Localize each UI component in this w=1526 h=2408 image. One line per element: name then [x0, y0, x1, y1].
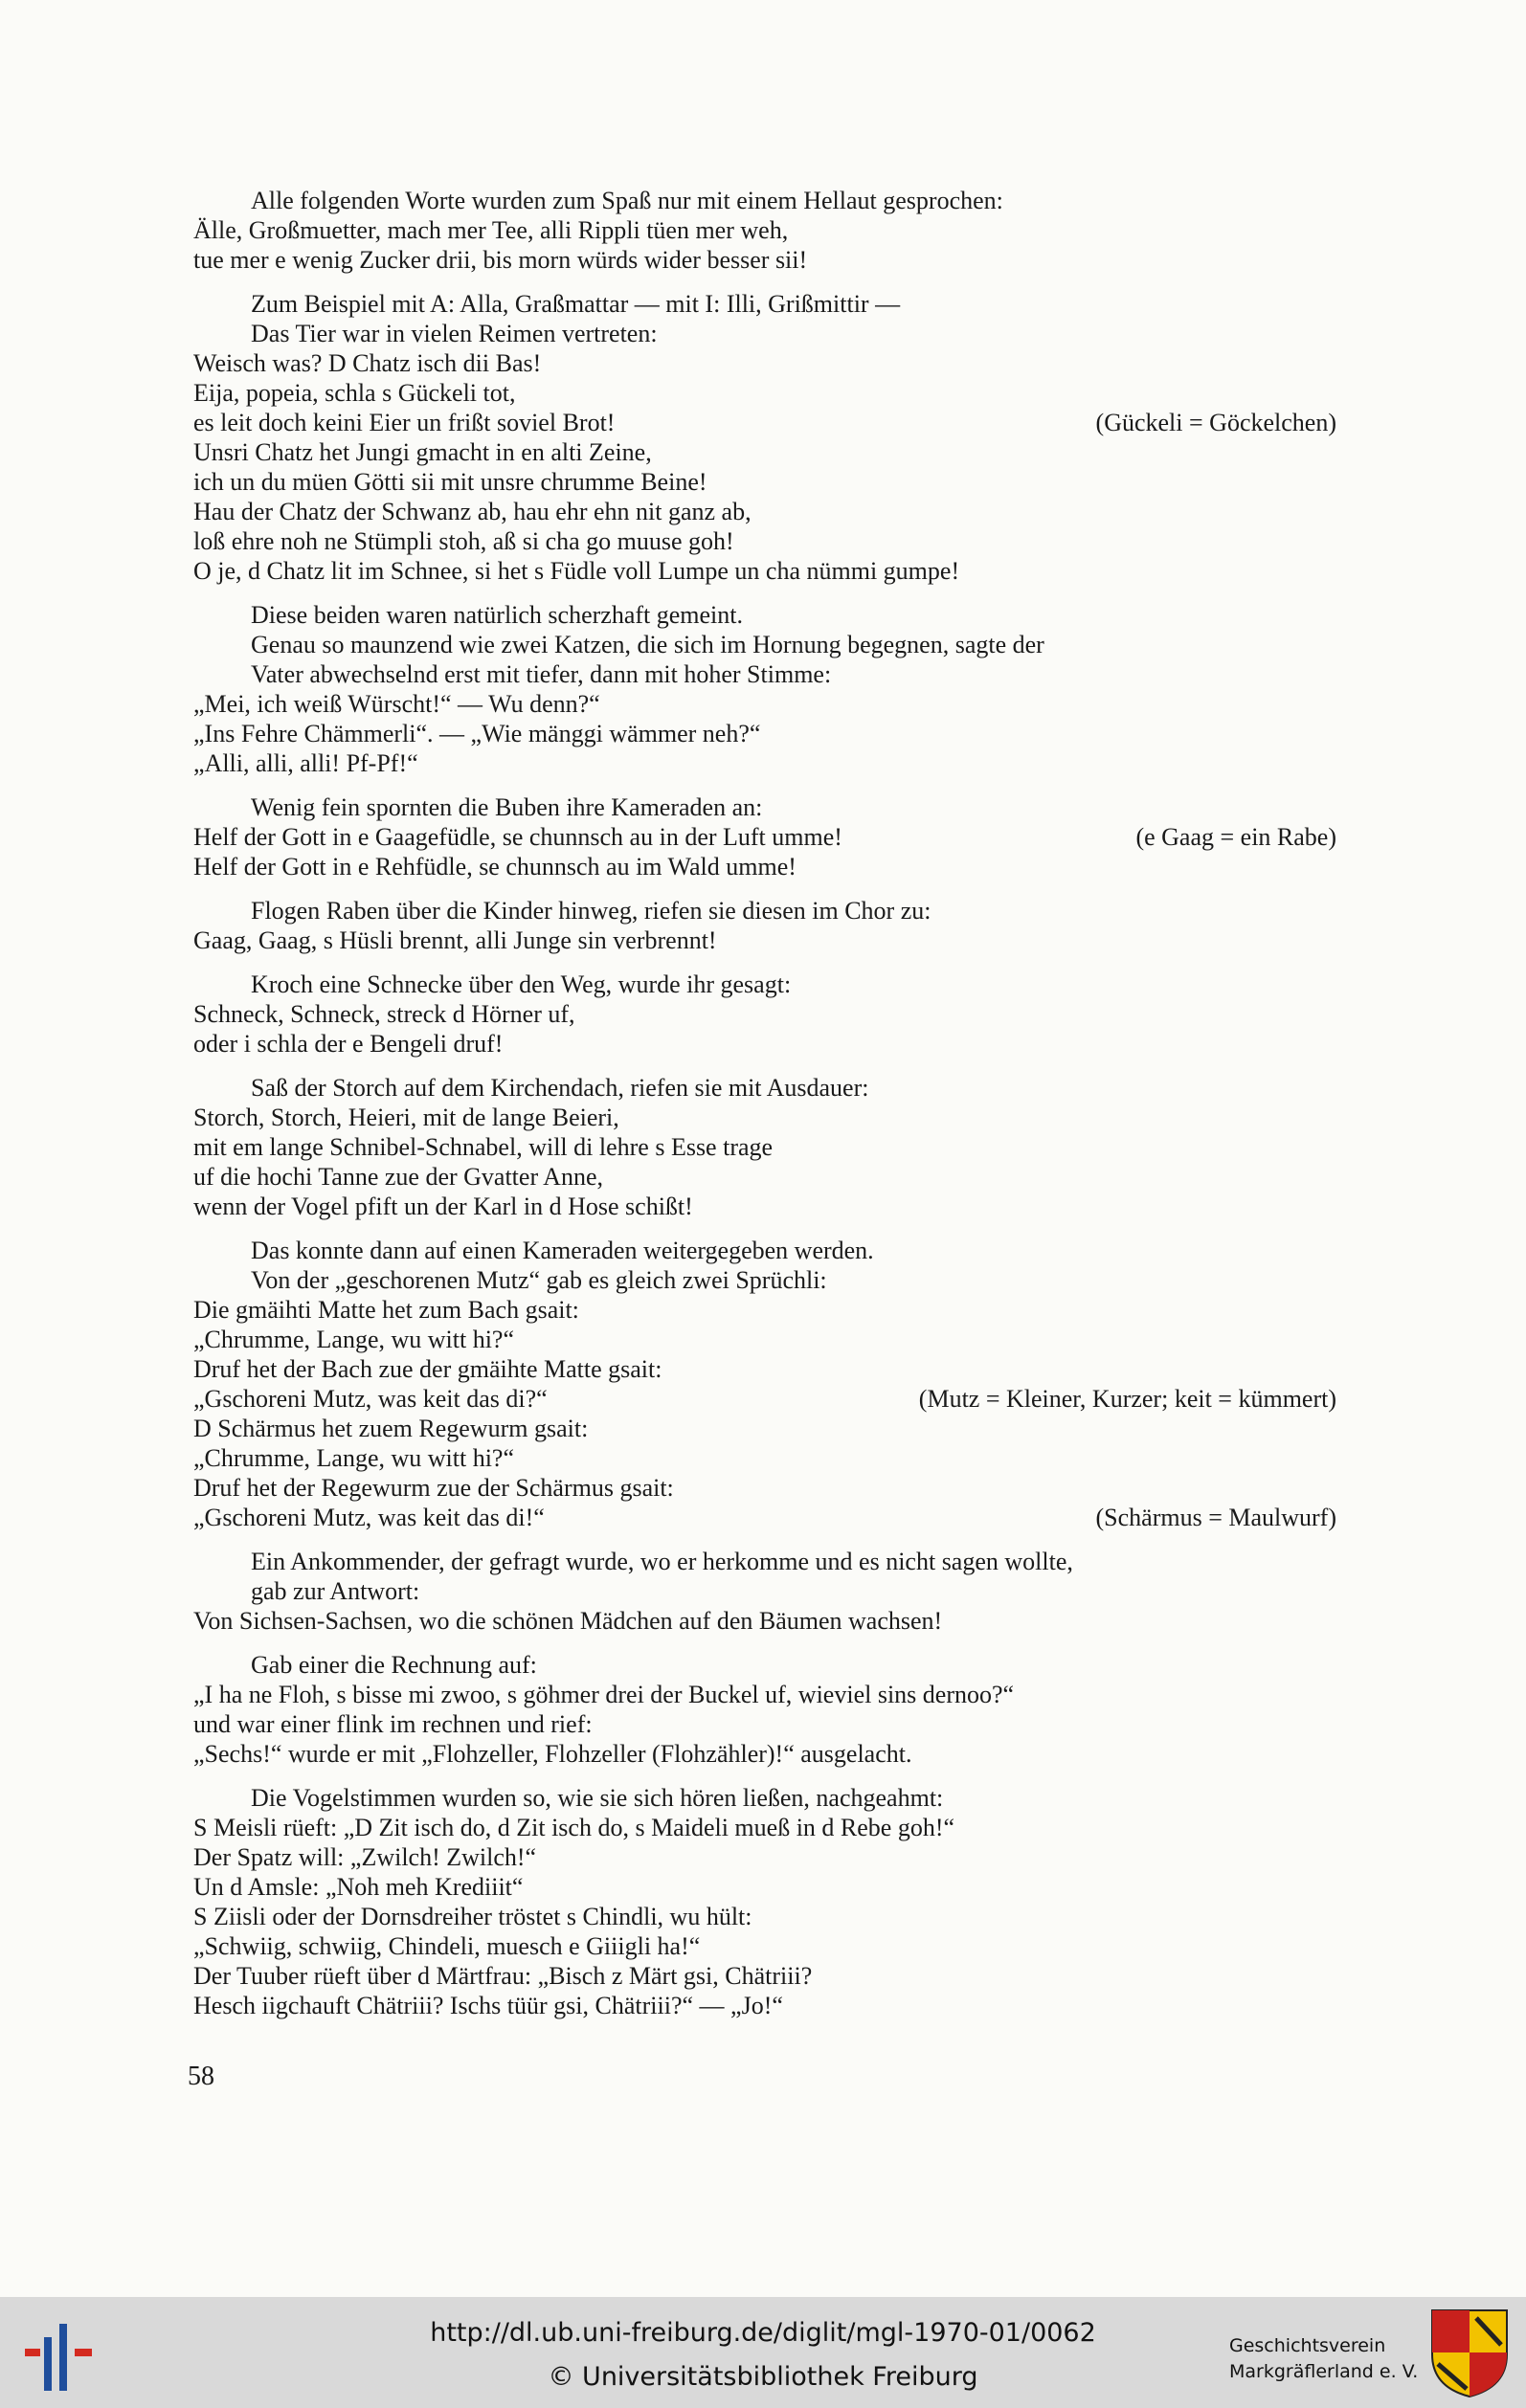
text-line: es leit doch keini Eier un frißt soviel Brot! [193, 409, 616, 436]
society-name [1229, 2333, 1418, 2385]
text-line: Wenig fein spornten die Buben ihre Kameraden an: [251, 793, 763, 821]
text-line: Der Tuuber rüeft über d Märtfrau: „Bisch z Märt gsi, Chätriii? [193, 1962, 813, 1990]
text-line: Gab einer die Rechnung auf: [251, 1651, 537, 1679]
text-line: Das Tier war in vielen Reimen vertreten: [251, 320, 658, 347]
text-line: Von der „geschorenen Mutz“ gab es gleich zwei Sprüchli: [251, 1266, 827, 1294]
text-line: uf die hochi Tanne zue der Gvatter Anne, [193, 1163, 603, 1191]
text-line: D Schärmus het zuem Regewurm gsait: [193, 1415, 589, 1442]
text-line: Der Spatz will: „Zwilch! Zwilch!“ [193, 1843, 537, 1871]
text-line: Genau so maunzend wie zwei Katzen, die sich im Hornung begegnen, sagte der [251, 631, 1044, 658]
text-line: wenn der Vogel pfift un der Karl in d Hose schißt! [193, 1193, 693, 1220]
text-line: Saß der Storch auf dem Kirchendach, riefen sie mit Ausdauer: [251, 1074, 869, 1102]
text-line: S Ziisli oder der Dornsdreiher tröstet s Chindli, wu hült: [193, 1903, 752, 1930]
text-line: Druf het der Regewurm zue der Schärmus gsait: [193, 1474, 674, 1502]
text-line: Druf het der Bach zue der gmäihte Matte gsait: [193, 1355, 662, 1383]
text-line: „Gschoreni Mutz, was keit das di!“ [193, 1504, 545, 1531]
coat-of-arms-icon [1428, 2307, 1511, 2398]
text-line: loß ehre noh ne Stümpli stoh, aß si cha go muuse goh! [193, 527, 734, 555]
text-line: Eija, popeia, schla s Gückeli tot, [193, 379, 516, 407]
copyright-text: © Universitätsbibliothek Freiburg [548, 2362, 978, 2392]
text-line: mit em lange Schnibel-Schnabel, will di lehre s Esse trage [193, 1133, 774, 1161]
text-line: Flogen Raben über die Kinder hinweg, riefen sie diesen im Chor zu: [251, 897, 931, 925]
text-line: Die Vogelstimmen wurden so, wie sie sich hören ließen, nachgeahmt: [251, 1784, 944, 1812]
text-line: S Meisli rüeft: „D Zit isch do, d Zit isch do, s Maideli mueß in d Rebe goh!“ [193, 1814, 955, 1841]
page-number: 58 [188, 2062, 214, 2091]
text-line: O je, d Chatz lit im Schnee, si het s Füdle voll Lumpe un cha nümmi gumpe! [193, 557, 960, 585]
text-line: „Alli, alli, alli! Pf-Pf!“ [193, 749, 418, 777]
text-line: Helf der Gott in e Gaagefüdle, se chunnsch au in der Luft umme! [193, 823, 842, 851]
text-line: „Schwiig, schwiig, Chindeli, muesch e Giiigli ha!“ [193, 1932, 701, 1960]
text-line: „Ins Fehre Chämmerli“. — „Wie mänggi wämmer neh?“ [193, 720, 761, 747]
text-line: Älle, Großmuetter, mach mer Tee, alli Rippli tüen mer weh, [193, 216, 789, 244]
text-line: Alle folgenden Worte wurden zum Spaß nur mit einem Hellaut gesprochen: [251, 187, 1003, 214]
text-line: „I ha ne Floh, s bisse mi zwoo, s göhmer drei der Buckel uf, wieviel sins dernoo?“ [193, 1681, 1015, 1708]
glossary-note: (e Gaag = ein Rabe) [1135, 823, 1336, 851]
text-line: Ein Ankommender, der gefragt wurde, wo er herkomme und es nicht sagen wollte, [251, 1548, 1073, 1575]
text-line: Zum Beispiel mit A: Alla, Graßmattar — mit I: Illi, Grißmittir — [251, 290, 901, 318]
text-line: Die gmäihti Matte het zum Bach gsait: [193, 1296, 579, 1324]
text-line: „Mei, ich weiß Würscht!“ — Wu denn?“ [193, 690, 600, 718]
glossary-note: (Mutz = Kleiner, Kurzer; keit = kümmert) [918, 1385, 1336, 1413]
glossary-note: (Gückeli = Göckelchen) [1095, 409, 1336, 436]
text-line: Das konnte dann auf einen Kameraden weitergegeben werden. [251, 1237, 874, 1264]
text-line: „Gschoreni Mutz, was keit das di?“ [193, 1385, 548, 1413]
viewer-footer [0, 2297, 1526, 2408]
text-line: gab zur Antwort: [251, 1577, 420, 1605]
glossary-note: (Schärmus = Maulwurf) [1095, 1504, 1336, 1531]
text-line: und war einer flink im rechnen und rief: [193, 1710, 593, 1738]
text-line: ich un du müen Götti sii mit unsre chrumme Beine! [193, 468, 707, 496]
text-line: Storch, Storch, Heieri, mit de lange Beieri, [193, 1104, 619, 1131]
society-line-1: Geschichtsverein [1229, 2335, 1386, 2356]
text-line: Kroch eine Schnecke über den Weg, wurde ihr gesagt: [251, 970, 792, 998]
society-line-2: Markgräflerland e. V. [1229, 2361, 1419, 2382]
text-line: tue mer e wenig Zucker drii, bis morn würds wider besser sii! [193, 246, 808, 274]
text-line: Un d Amsle: „Noh meh Krediiit“ [193, 1873, 524, 1901]
text-line: Weisch was? D Chatz isch dii Bas! [193, 349, 542, 377]
text-line: „Chrumme, Lange, wu witt hi?“ [193, 1444, 515, 1472]
text-line: Schneck, Schneck, streck d Hörner uf, [193, 1000, 575, 1028]
text-line: Helf der Gott in e Rehfüdle, se chunnsch au im Wald umme! [193, 853, 797, 881]
text-line: oder i schla der e Bengeli druf! [193, 1030, 504, 1058]
text-line: „Chrumme, Lange, wu witt hi?“ [193, 1326, 515, 1353]
text-line: Vater abwechselnd erst mit tiefer, dann mit hoher Stimme: [251, 660, 832, 688]
text-line: Von Sichsen-Sachsen, wo die schönen Mädchen auf den Bäumen wachsen! [193, 1607, 943, 1635]
text-line: „Sechs!“ wurde er mit „Flohzeller, Flohzeller (Flohzähler)!“ ausgelacht. [193, 1740, 912, 1768]
permalink-url[interactable]: http://dl.ub.uni-freiburg.de/diglit/mgl-1970-01/0062 [430, 2318, 1096, 2348]
text-line: Diese beiden waren natürlich scherzhaft gemeint. [251, 601, 743, 629]
text-line: Hesch iigchauft Chätriii? Ischs tüür gsi, Chätriii?“ — „Jo!“ [193, 1992, 783, 2019]
text-line: Hau der Chatz der Schwanz ab, hau ehr ehn nit ganz ab, [193, 498, 752, 525]
text-line: Unsri Chatz het Jungi gmacht in en alti Zeine, [193, 438, 652, 466]
text-line: Gaag, Gaag, s Hüsli brennt, alli Junge sin verbrennt! [193, 926, 717, 954]
